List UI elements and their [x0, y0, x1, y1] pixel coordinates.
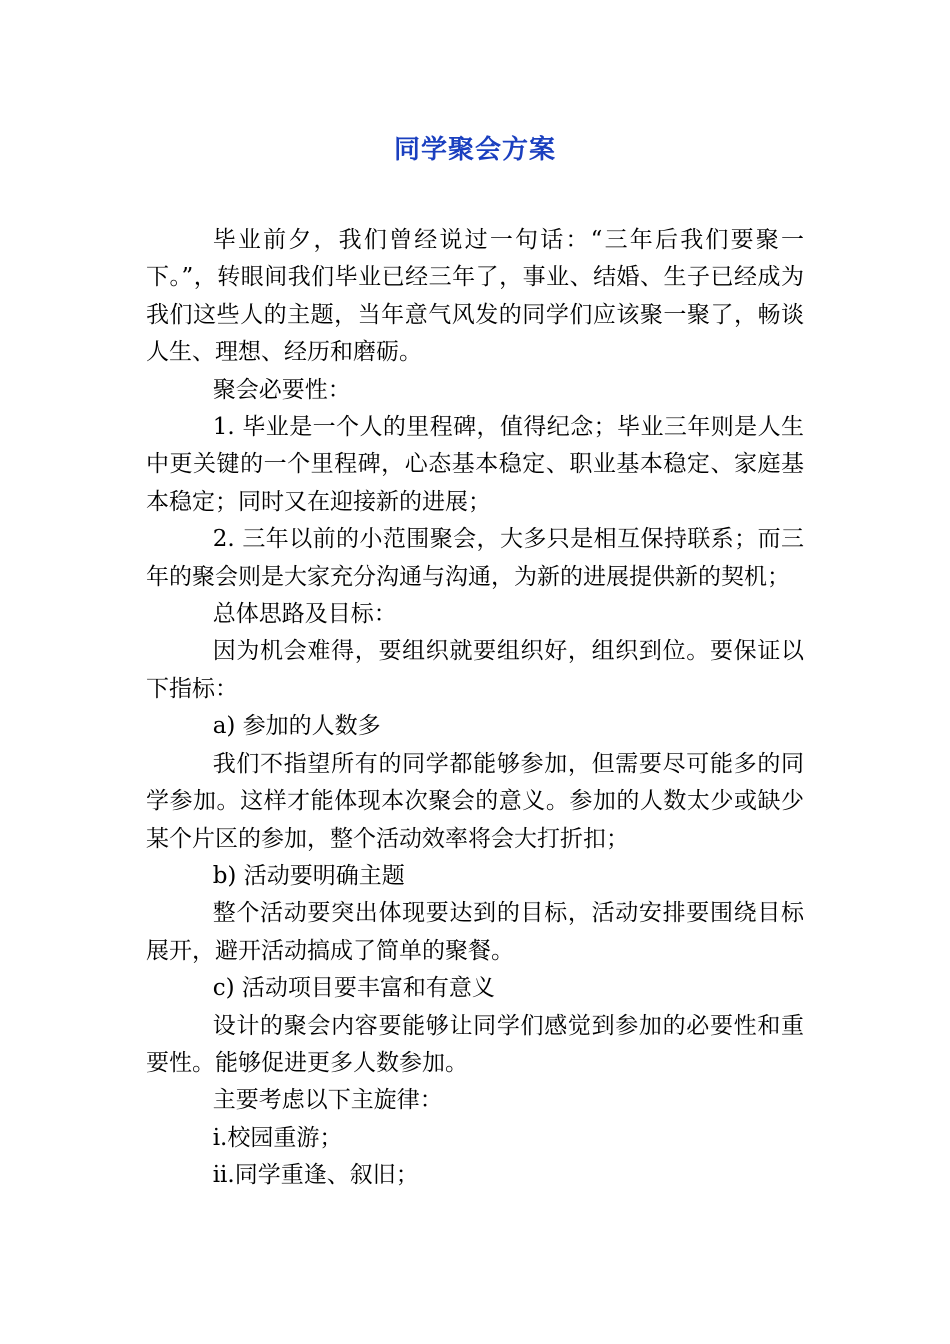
document-body [146, 222, 804, 1195]
goal-a: a) 参加的人数多 [212, 713, 381, 740]
list-item-1: 1. 毕业是一个人的里程碑，值得纪念；毕业三年则是人生中更关键的一个里程碑，心态基本稳定、职业基本稳定、家庭基本稳定；同时又在迎接新的进展； [146, 414, 804, 515]
paragraph-goals: 因为机会难得，要组织就要组织好，组织到位。要保证以下指标： [146, 638, 804, 702]
heading-themes: 主要考虑以下主旋律： [212, 1087, 443, 1114]
heading-necessity: 聚会必要性： [212, 376, 351, 403]
theme-item-i: i.校园重游； [212, 1124, 343, 1151]
goal-c: c) 活动项目要丰富和有意义 [212, 975, 495, 1002]
paragraph-goal-a: 我们不指望所有的同学都能够参加，但需要尽可能多的同学参加。这样才能体现本次聚会的意义。参加的人数太少或缺少某个片区的参加，整个活动效率将会大打折扣； [146, 750, 804, 852]
list-item-2: 2. 三年以前的小范围聚会，大多只是相互保持联系；而三年的聚会则是大家充分沟通与沟通，为新的进展提供新的契机； [146, 526, 804, 590]
heading-goals: 总体思路及目标： [212, 601, 397, 628]
goal-b: b) 活动要明确主题 [212, 862, 405, 889]
paragraph-goal-c: 设计的聚会内容要能够让同学们感觉到参加的必要性和重要性。能够促进更多人数参加。 [146, 1012, 804, 1076]
theme-item-ii: ii.同学重逢、叙旧； [212, 1162, 419, 1189]
document-title: 同学聚会方案 [393, 135, 556, 165]
paragraph-goal-b: 整个活动要突出体现要达到的目标，活动安排要围绕目标展开，避开活动搞成了简单的聚餐。 [146, 900, 804, 964]
paragraph-intro: 毕业前夕，我们曾经说过一句话：“三年后我们要聚一下。”，转眼间我们毕业已经三年了，事业、结婚、生子已经成为我们这些人的主题，当年意气风发的同学们应该聚一聚了，畅谈人生、理想、经历和磨砺。 [146, 227, 804, 366]
